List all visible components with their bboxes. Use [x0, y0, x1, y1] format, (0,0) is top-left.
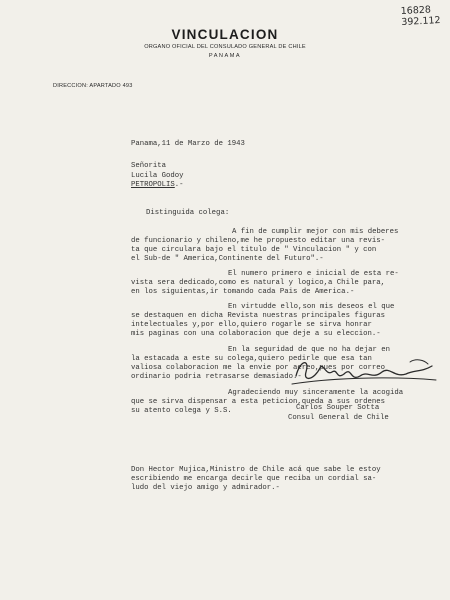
body-line: su atento colega y S.S.	[131, 407, 232, 415]
archive-number-2: 392.112	[400, 14, 441, 29]
salutation: Distinguida colega:	[146, 209, 230, 217]
body-line: que se sirva dispensar a esta peticion,queda a sus ordenes	[131, 398, 385, 406]
body-line: el Sub-de " America,Continente del Futuro".-	[131, 255, 324, 263]
handwritten-signature	[290, 354, 440, 394]
body-line: En la seguridad de que no ha dejar en	[228, 346, 391, 354]
archive-number-1: 16828	[400, 4, 431, 18]
postscript-line: Don Hector Mujica,Ministro de Chile acá que sabe le estoy	[131, 466, 381, 474]
body-line: mis paginas con una colaboracion que deje a su eleccion.-	[131, 330, 381, 338]
letter-date: Panama,11 de Marzo de 1943	[131, 140, 245, 148]
body-line: ordinario podria retrasarse demasiado.-	[131, 373, 302, 381]
letterhead-subtitle: ORGANO OFICIAL DEL CONSULADO GENERAL DE CHILE	[144, 44, 306, 50]
archive-annotation	[400, 4, 440, 28]
recipient-city	[131, 181, 184, 189]
body-line: Agradeciendo muy sinceramente la acogida	[228, 389, 404, 397]
postscript-line: ludo del viejo amigo y admirador.-	[131, 484, 280, 492]
body-line: ta que circulara bajo el titulo de " Vinculacion " y con	[131, 246, 377, 254]
body-line: En virtudde ello,son mis deseos el que	[228, 303, 395, 311]
letterhead-address: DIRECCION: APARTADO 493	[53, 83, 133, 89]
signer-name: Carlos Souper Sotta	[296, 404, 380, 412]
recipient-title: Señorita	[131, 162, 167, 170]
body-line: A fin de cumplir mejor con mis deberes	[232, 228, 399, 236]
body-line: valiosa colaboracion me la envie por aereo,pues por correo	[131, 364, 385, 372]
recipient-name: Lucila Godoy	[131, 172, 184, 180]
body-line: El numero primero e inicial de esta re-	[228, 270, 399, 278]
body-line: de funcionario y chileno,me he propuesto editar una revis-	[131, 237, 385, 245]
body-line: la estacada a este su colega,quiero pedirle que esa tan	[131, 355, 372, 363]
recipient-city-name: PETROPOLIS	[131, 181, 175, 189]
body-line: intelectuales y,por ello,quiero rogarle se sirva honrar	[131, 321, 372, 329]
body-line: vista sera dedicado,como es natural y logico,a Chile para,	[131, 279, 385, 287]
postscript-line: escribiendo me encarga decirle que reciba un cordial sa-	[131, 475, 377, 483]
signer-title: Consul General de Chile	[288, 414, 389, 422]
letterhead-title: VINCULACION	[171, 27, 279, 42]
body-line: se destaquen en dicha Revista nuestras principales figuras	[131, 312, 385, 320]
recipient-city-suffix: .-	[174, 181, 184, 189]
letterhead-city: PANAMA	[208, 53, 242, 59]
body-line: en los siguientas,ir tomando cada Pais de America.-	[131, 288, 355, 296]
